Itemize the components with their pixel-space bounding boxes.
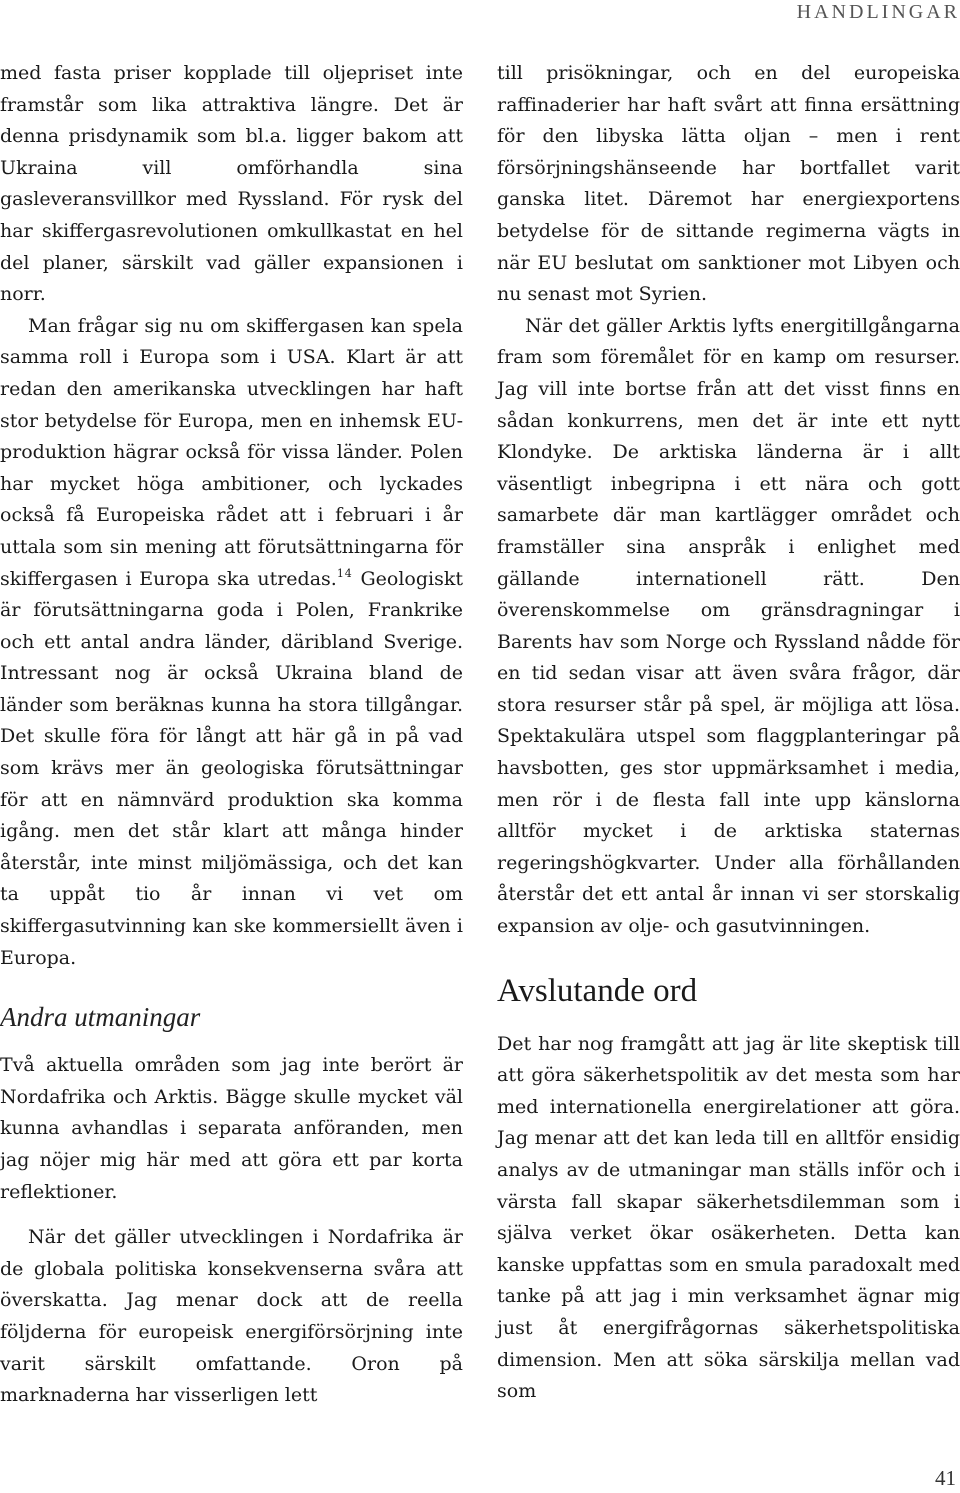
subheading: Andra utmaningar: [0, 1002, 201, 1033]
paragraph-text: Man frågar sig nu om skiffergasen kan spela samma roll i Europa som i USA. Klart är att redan den amerikanska utvecklingen har haft stor betydelse för Europa, men en inhemsk EU-produktion hägrar också för vissa länder. Polen har mycket höga ambitioner, och lyckades också få Europeiska rådet att i februari i år uttala som sin mening att förutsättningarna för skiffergasen i Europa ska utredas.: [0, 314, 463, 590]
body-paragraph-footnoted: [0, 311, 463, 974]
body-paragraph: När det gäller Arktis lyfts energitillgångarna fram som föremålet för en kamp om resurser. Jag vill inte bortse från att det visst finns en sådan konkurrens, men det är inte ett nytt Klondyke. De arktiska länderna är i allt väsentligt inbegripna i ett nära och gott samarbete där man kartlägger området och framställer sina anspråk i enlighet med gällande internationell rätt. Den överenskommelse om gränsdragningar i Barents hav som Norge och Ryssland nådde för en tid sedan visar att även svåra frågor, där stora resurser står på spel, är möjliga att lösa. Spektakulära utspel som flaggplanteringar på havsbotten, ges stor uppmärksamhet i media, men rör i de flesta fall inte upp känslorna alltför mycket i de arktiska staternas regeringshögkvarter. Under alla förhållanden återstår det ett antal år innan vi ser storskalig expansion av olje- och gasutvinningen.: [497, 314, 960, 938]
paragraph-text: Geologiskt är förutsättningarna goda i Polen, Frankrike och ett antal andra länder, däribland Sverige. Intressant nog är också Ukraina bland de länder som beräknas kunna ha stora tillgångar. Det skulle föra för långt att här gå in på vad som krävs mer än geologiska förutsättningar för att en nämnvärd produktion ska komma igång. men det står klart att många hinder återstår, inte minst miljömässiga, och det kan ta uppåt tio år innan vi vet om skiffergasutvinning kan ske kommersiellt även i Europa.: [0, 567, 463, 969]
right-column: [497, 58, 960, 1408]
body-paragraph: till prisökningar, och en del europeiska raffinaderier har haft svårt att finna ersättning för den libyska lätta oljan – men i rent försörjningshänseende har bortfallet varit ganska litet. Däremot har energiexportens betydelse för de sittande regimerna vägts in när EU beslutat om sanktioner mot Libyen och nu senast mot Syrien.: [497, 62, 960, 306]
body-paragraph: När det gäller utvecklingen i Nordafrika är de globala politiska konsekvenserna svåra att överskatta. Jag menar dock att de reella följderna för europeisk energiförsörjning inte varit särskilt omfattande. Oron på marknaderna har visserligen lett: [0, 1226, 463, 1407]
body-paragraph: Det har nog framgått att jag är lite skeptisk till att göra säkerhetspolitik av det mesta som har med internationella energirelationer att göra. Jag menar att det kan leda till en alltför ensidig analys av de utmaningar man ställs inför och i värsta fall skapar säkerhetsdilemman som i själva verket ökar osäkerheten. Detta kan kanske uppfattas som en smula paradoxalt med tanke på att jag i min verksamhet ägnar mig just åt energifrågornas säkerhetspolitiska dimension. Men att söka särskilja mellan vad som: [497, 1032, 960, 1403]
footnote-marker[interactable]: 14: [336, 566, 353, 580]
body-paragraph: Två aktuella områden som jag inte berört är Nordafrika och Arktis. Bägge skulle mycket väl kunna avhandlas i separata anföranden, men jag nöjer mig här med att göra ett par korta reflektioner.: [0, 1054, 463, 1203]
left-column: [0, 58, 463, 1412]
running-head: HANDLINGAR: [796, 1, 960, 23]
page-number: 41: [935, 1466, 956, 1490]
body-paragraph: med fasta priser kopplade till oljepriset inte framstår som lika attraktiva längre. Det är denna prisdynamik som bl.a. ligger bakom att Ukraina vill omförhandla sina gasleveransvillkor med Ryssland. För rysk del har skiffergasrevolutionen omkullkastat en hel del planer, särskilt vad gäller expansionen i norr.: [0, 62, 463, 306]
section-heading: Avslutande ord: [497, 972, 698, 1009]
